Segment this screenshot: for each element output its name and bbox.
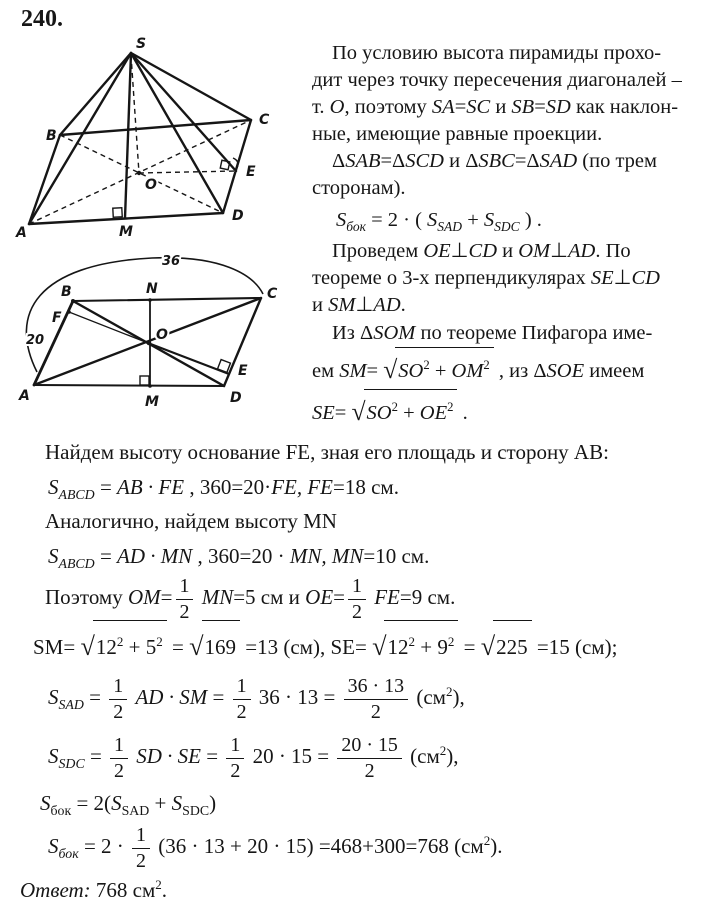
pyramid-label-D: D — [232, 208, 244, 224]
pyramid-label-B: B — [46, 128, 57, 144]
text-line: $SM= √12^2 + 5^2 = √169 =13$ (см), $SE= √12^2 + 9^2 = √225 =15$ (см); — [20, 620, 716, 668]
text-line: ΔSAB=ΔSCD и ΔSBC=ΔSAD (по трем — [332, 150, 657, 172]
text-line: ные, имеющие равные проекции. — [312, 123, 603, 145]
dimension-label-36: 36 — [162, 254, 181, 269]
parallelogram-label-C: C — [267, 286, 278, 302]
pyramid-point-O-dot — [137, 171, 141, 175]
text-line: и SM⊥AD. — [312, 294, 406, 316]
pyramid-figure — [6, 34, 312, 248]
parallelogram-label-N: N — [146, 281, 158, 297]
parallelogram-label-E: E — [238, 363, 248, 379]
text-line: т. О, поэтому SA=SC и SB=SD как наклон- — [312, 96, 679, 118]
problem-number: 240. — [21, 6, 63, 32]
parallelogram-label-B: B — [61, 284, 72, 300]
text-line: Проведем OE⊥CD и OM⊥AD. По — [332, 240, 631, 262]
text-line: сторонам). — [312, 177, 406, 199]
text-line: дит через точку пересечения диагоналей – — [312, 69, 682, 91]
text-line: $S_{бок} = 2$ · ( $S_{SAD} + S_{SDC}$ ) . — [336, 209, 542, 235]
text-line: $S_{бок} = 2(S_{SAD} + S_{SDC})$ — [40, 791, 217, 819]
text-line: $S_{SDC}$ = $\frac{1}{2}$ SD · SE = $\frac{1}{2}$ 20 · 15 = $\frac{20 \cdot 15}{2}$ $(см^2)$, — [48, 733, 459, 782]
text-line: Поэтому OM= $\frac{1}{2}$ MN=5 см и OE= $\frac{1}{2}$ FE=9 см. — [45, 574, 456, 623]
text-line: Аналогично, найдем высоту MN — [45, 509, 337, 533]
parallelogram-label-D: D — [230, 390, 242, 406]
solution-bottom-block — [20, 436, 716, 908]
pyramid-label-E: E — [246, 164, 256, 180]
pyramid-label-C: C — [259, 112, 270, 128]
text-line: ем $SM= √SO^2 + OM^2$ , из ΔSOE имеем — [312, 347, 716, 389]
text-line: теореме о 3-х перпендикулярах SE⊥CD — [312, 267, 660, 289]
text-line: $S_{бок} = 2$ · $\frac{1}{2}$ (36 · 13 + 20 · 15) =468+300=768 $(см^2)$. — [48, 823, 503, 872]
text-line: По условию высота пирамиды прохо- — [332, 42, 662, 64]
text-line: $S_{SAD}$ = $\frac{1}{2}$ AD · SM = $\frac{1}{2}$ 36 · 13 = $\frac{36 \cdot 13}{2}$ $(см^2)$, — [48, 674, 465, 723]
text-line: Найдем высоту основание FE, зная его площадь и сторону АВ: — [45, 440, 609, 464]
pyramid-label-O: O — [145, 177, 157, 193]
text-line: $S_{ABCD}$ = AD · MN , 360=20 · MN, MN=10 см. — [48, 544, 430, 572]
dimension-arc — [26, 258, 263, 372]
pyramid-label-M: M — [119, 224, 133, 240]
parallelogram-label-A: A — [19, 388, 30, 404]
parallelogram-label-O: O — [156, 327, 168, 343]
parallelogram-label-M: M — [145, 394, 159, 410]
text-line: $SE= √SO^2 + OE^2$ . — [312, 389, 716, 431]
pyramid-solid-edges — [29, 53, 251, 224]
dimension-label-20: 20 — [26, 333, 45, 348]
parallelogram-point-dots — [67, 298, 152, 388]
text-line: Ответ: 768 $см^2$. — [20, 877, 168, 902]
pyramid-dashed-lines — [29, 55, 251, 224]
solution-right-column — [312, 40, 716, 431]
parallelogram-label-F: F — [52, 310, 62, 326]
pyramid-label-A: A — [16, 225, 27, 241]
parallelogram-figure — [6, 248, 312, 436]
pyramid-label-S: S — [136, 36, 147, 52]
text-line: $S_{ABCD}$ = AB · FE , 360=20·FE, FE=18 см. — [48, 475, 399, 503]
text-line: Из ΔSOM по теореме Пифагора име- — [332, 322, 653, 344]
